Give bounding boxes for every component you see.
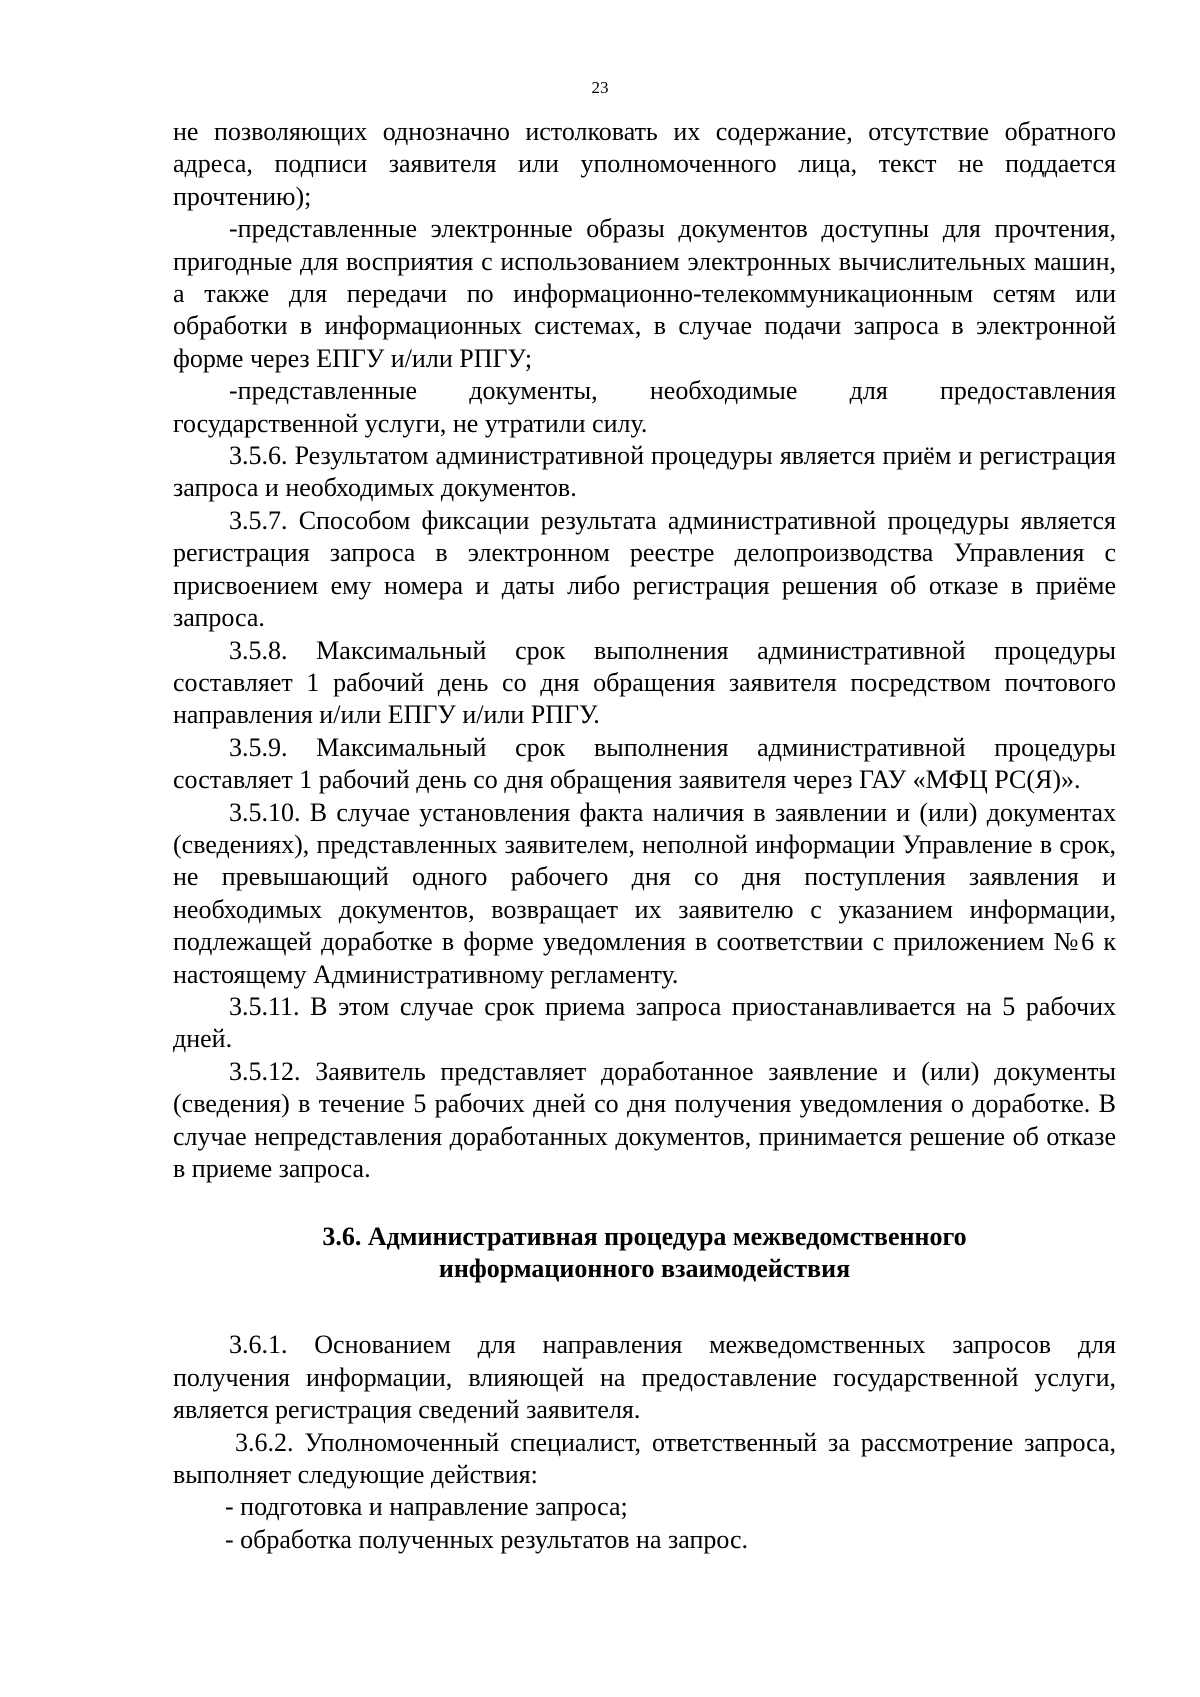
section-heading xyxy=(173,1221,1116,1285)
paragraph-3-5-10: 3.5.10. В случае установления факта наличия в заявлении и (или) документах (сведениях), представленных заявителем, неполной информации Управление в срок, не превышающий одного рабочего дня со дня поступления заявления и необходимых документов, возвращает их заявителю с указанием информации, подлежащей доработке в форме уведомления в соответствии с приложением №6 к настоящему Административному регламенту. xyxy=(173,797,1116,989)
list-item-prepare-request: - подготовка и направление запроса; xyxy=(225,1492,628,1522)
paragraph-3-6-2: 3.6.2. Уполномоченный специалист, ответственный за рассмотрение запроса, выполняет следующие действия: xyxy=(173,1427,1116,1490)
paragraph-3-5-9: 3.5.9. Максимальный срок выполнения административной процедуры составляет 1 рабочий день со дня обращения заявителя через ГАУ «МФЦ РС(Я)». xyxy=(173,732,1116,795)
paragraph-bullet-documents-valid: -представленные документы, необходимые для предоставления государственной услуги, не утратили силу. xyxy=(173,376,1116,438)
paragraph-3-6-1: 3.6.1. Основанием для направления межведомственных запросов для получения информации, влияющей на предоставление государственной услуги, является регистрация сведений заявителя. xyxy=(173,1330,1116,1425)
paragraph-3-5-8: 3.5.8. Максимальный срок выполнения административной процедуры составляет 1 рабочий день со дня обращения заявителя посредством почтового направления и/или ЕПГУ и/или РПГУ. xyxy=(173,635,1116,730)
section-heading-line-1: 3.6. Административная процедура межведомственного xyxy=(322,1222,967,1252)
document-body xyxy=(173,116,1116,1556)
paragraph-3-5-6: 3.5.6. Результатом административной процедуры является приём и регистрация запроса и необходимых документов. xyxy=(173,441,1116,503)
list-item-process-results: - обработка полученных результатов на запрос. xyxy=(225,1524,749,1554)
paragraph-3-5-12: 3.5.12. Заявитель представляет доработанное заявление и (или) документы (сведения) в течение 5 рабочих дней со дня получения уведомления о доработке. В случае непредставления доработанных документов, принимается решение об отказе в приеме запроса. xyxy=(173,1056,1116,1183)
paragraph-3-5-7: 3.5.7. Способом фиксации результата административной процедуры является регистрация запроса в электронном реестре делопроизводства Управления с присвоением ему номера и даты либо регистрация решения об отказе в приёме запроса. xyxy=(173,505,1116,633)
page-number: 23 xyxy=(591,78,609,97)
paragraph-3-5-11: 3.5.11. В этом случае срок приема запроса приостанавливается на 5 рабочих дней. xyxy=(173,991,1116,1054)
section-heading-line-2: информационного взаимодействия xyxy=(438,1254,851,1284)
paragraph-bullet-electronic-images: -представленные электронные образы документов доступны для прочтения, пригодные для восприятия с использованием электронных вычислительных машин, а также для передачи по информационно-телекоммуникационным сетям или обработки в информационных системах, в случае подачи запроса в электронной форме через ЕПГУ и/или РПГУ; xyxy=(173,214,1116,373)
paragraph-continuation: не позволяющих однозначно истолковать их содержание, отсутствие обратного адреса, подписи заявителя или уполномоченного лица, текст не поддается прочтению); xyxy=(173,117,1116,211)
